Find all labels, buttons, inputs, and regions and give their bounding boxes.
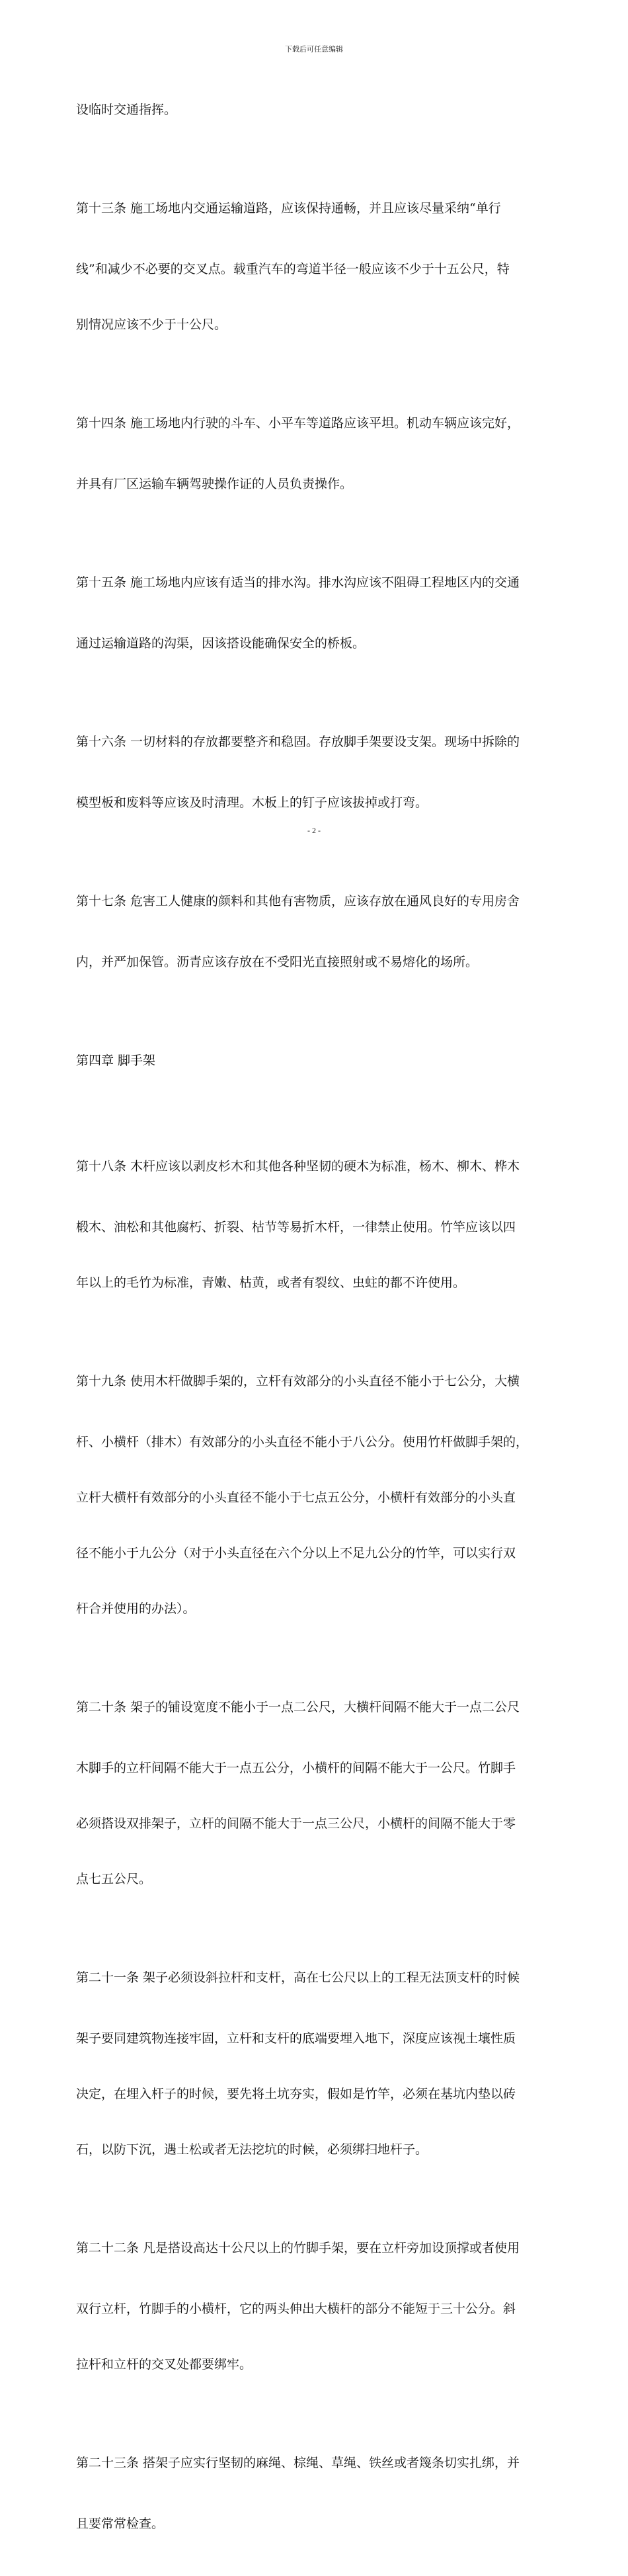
paragraph [76,855,585,1008]
text-line: 第十七条 危害工人健康的颜料和其他有害物质，应该存放在通风良好的专用房舍 [76,894,520,908]
text-line: 通过运输道路的沟渠，因该搭设能确保安全的桥板。 [76,636,366,651]
text-line: 杆、小横杆（排木）有效部分的小头直径不能小于八公分。使用竹杆做脚手架的， [76,1435,529,1449]
text-line: 第十九条 使用木杆做脚手架的，立杆有效部分的小头直径不能小于七公分，大横 [76,1374,520,1389]
text-line: 年以上的毛竹为标准，青嫩、枯黄，或者有裂纹、虫蛀的都不许使用。 [76,1275,466,1290]
paragraph [76,1335,585,1655]
text-line: 第四章 脚手架 [76,1053,156,1068]
text-line: 模型板和废料等应该及时清理。木板上的钉子应该拔掉或打弯。 [76,795,428,810]
text-line: 径不能小于九公分（对于小头直径在六个分以上不足九公分的竹竿，可以实行双 [76,1546,516,1560]
text-line: 第二十二条 凡是搭设高达十公尺以上的竹脚手架，要在立杆旁加设顶撑或者使用 [76,2241,520,2255]
text-line: 第十五条 施工场地内应该有适当的排水沟。排水沟应该不阻碍工程地区内的交通 [76,575,520,590]
text-line: 立杆大横杆有效部分的小头直径不能小于七点五公分，小横杆有效部分的小头直 [76,1490,516,1505]
text-line: 第二十一条 架子必须设斜拉杆和支杆，高在七公尺以上的工程无法顶支杆的时候 [76,1970,520,1985]
text-line: 并具有厂区运输车辆驾驶操作证的人员负责操作。 [76,477,353,491]
text-line: 第十三条 施工场地内交通运输道路，应该保持通畅，并且应该尽量采纳“单行 [76,201,501,216]
page-number: - 2 - [307,826,321,835]
paragraph [76,63,585,156]
text-line: 石，以防下沉，遇土松或者无法挖坑的时候，必须绑扫地杆子。 [76,2142,428,2157]
text-line: 第十八条 木杆应该以剥皮杉木和其他各种坚韧的硬木为标准，杨木、柳木、桦木 [76,1159,520,1174]
paragraph [76,536,585,690]
text-line: 木脚手的立杆间隔不能大于一点五公分，小横杆的间隔不能大于一公尺。竹脚手 [76,1761,516,1775]
text-line: 且要常常检查。 [76,2516,165,2531]
text-line: 必须搭设双排架子，立杆的间隔不能大于一点三公尺，小横杆的间隔不能大于零 [76,1816,516,1831]
paragraph [76,1931,585,2196]
text-line: 架子要同建筑物连接牢固，立杆和支杆的底端要埋入地下，深度应该视土壤性质 [76,2031,516,2046]
text-line: 别情况应该不少于十公尺。 [76,317,227,332]
text-line: 第十四条 施工场地内行驶的斗车、小平车等道路应该平坦。机动车辆应该完好， [76,416,520,430]
text-line: 双行立杆，竹脚手的小横杆，它的两头伸出大横杆的部分不能短于三十公分。斜 [76,2302,516,2316]
text-line: 设临时交通指挥。 [76,102,177,117]
document-body [76,63,585,2576]
text-line: 点七五公尺。 [76,1872,152,1886]
text-line: 第二十条 架子的铺设宽度不能小于一点二公尺，大横杆间隔不能大于一点二公尺 [76,1700,520,1714]
chapter-heading [76,1014,585,1107]
text-line: 杆合并使用的办法）。 [76,1601,196,1616]
text-line: 椴木、油松和其他腐朽、折裂、枯节等易折木杆，一律禁止使用。竹竿应该以四 [76,1220,516,1234]
page-header: 下载后可任意编辑 [285,45,343,54]
text-line: 第十六条 一切材料的存放都要整齐和稳固。存放脚手架要设支架。现场中拆除的 [76,735,520,749]
text-line: 第二十三条 搭架子应实行坚韧的麻绳、棕绳、草绳、铁丝或者篾条切实扎绑，并 [76,2456,520,2470]
text-line: 内，并严加保管。沥青应该存放在不受阳光直接照射或不易熔化的场所。 [76,955,479,969]
paragraph [76,162,585,371]
paragraph [76,1120,585,1329]
text-line: 决定，在埋入杆子的时候，要先将土坑夯实，假如是竹竿，必须在基坑内垫以砖 [76,2087,516,2101]
text-line: 拉杆和立杆的交叉处都要绑牢。 [76,2357,253,2372]
paragraph [76,377,585,530]
paragraph [76,2417,585,2570]
text-line: 线”和减少不必要的交叉点。载重汽车的弯道半径一般应该不少于十五公尺，特 [76,262,510,276]
paragraph [76,1661,585,1925]
paragraph [76,2202,585,2411]
